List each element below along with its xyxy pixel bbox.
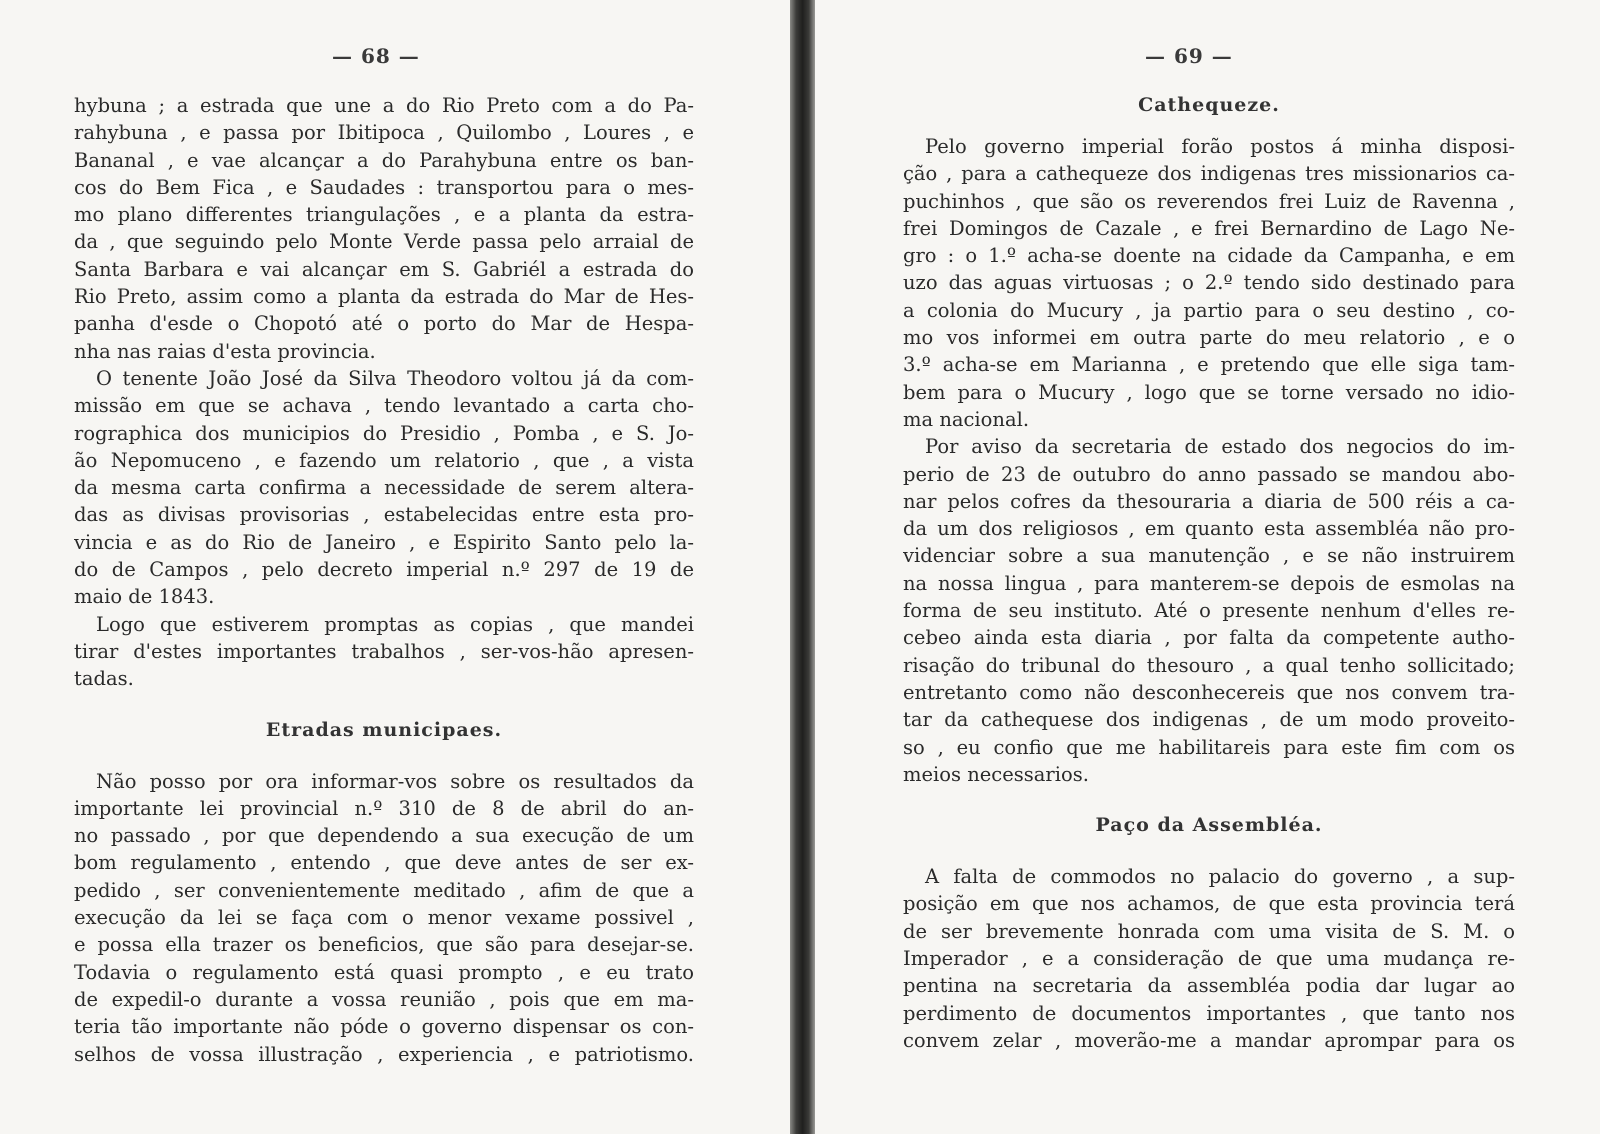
text-line: tadas.	[74, 667, 134, 691]
text-line: rographica dos municipios do Presidio , Pomba , e S. Jo-	[74, 421, 694, 445]
text-line: gro : o 1.º acha-se doente na cidade da Campanha, e em	[903, 244, 1515, 268]
text-line: tar da cathequese dos indigenas , de um modo proveito-	[903, 708, 1515, 732]
text-line: puchinhos , que são os reverendos frei Luiz de Ravenna ,	[903, 189, 1515, 213]
text-line: hybuna ; a estrada que une a do Rio Preto com a do Pa-	[74, 94, 694, 117]
text-line: de expedil-o durante a vossa reunião , pois que em ma-	[74, 987, 694, 1011]
left-paragraph-3	[74, 611, 694, 693]
text-line: e possa ella trazer os beneficios, que são para desejar-se.	[74, 933, 694, 957]
text-line: bom regulamento , entendo , que deve antes de ser ex-	[74, 851, 694, 875]
text-line: Logo que estiverem promptas as copias , que mandei	[96, 612, 694, 636]
text-line: Bananal , e vae alcançar a do Parahybuna entre os ban-	[74, 148, 694, 172]
text-line: cos do Bem Fica , e Saudades : transportou para o mes-	[74, 175, 694, 199]
text-line: videnciar sobre a sua manutenção , e se não instruirem	[903, 544, 1515, 568]
text-line: da mesma carta confirma a necessidade de serem altera-	[74, 476, 694, 500]
text-line: importante lei provincial n.º 310 de 8 de abril do an-	[74, 796, 694, 820]
text-line: das as divisas provisorias , estabelecidas entre esta pro-	[74, 503, 694, 527]
text-line: forma de seu instituto. Até o presente nenhum d'elles re-	[903, 599, 1515, 623]
text-line: panha d'esde o Chopotó até o porto do Mar de Hespa-	[74, 312, 694, 336]
text-line: ção , para a cathequeze dos indigenas tres missionarios ca-	[903, 162, 1515, 186]
text-line: frei Domingos de Cazale , e frei Bernardino de Lago Ne-	[903, 216, 1515, 240]
text-line: Por aviso da secretaria de estado dos negocios do im-	[925, 435, 1515, 459]
book-gutter	[790, 0, 815, 1134]
left-paragraph-4	[74, 768, 694, 1068]
text-line: perdimento de documentos importantes , que tanto nos	[903, 1001, 1515, 1025]
text-line: meios necessarios.	[903, 762, 1089, 786]
text-line: entretanto como não desconhecereis que nos convem tra-	[903, 680, 1515, 704]
section-heading: Etradas municipaes.	[265, 718, 503, 741]
left-paragraph-2	[74, 365, 694, 611]
right-text-column	[903, 92, 1515, 1054]
text-line: Imperador , e a consideração de que uma mudança re-	[903, 947, 1515, 971]
text-line: da , que seguindo pelo Monte Verde passa pelo arraial de	[74, 230, 694, 254]
section-heading: Paço da Assembléa.	[1095, 814, 1323, 837]
text-line: posição em que nos achamos, de que esta provincia terá	[903, 892, 1515, 916]
text-line: do de Campos , pelo decreto imperial n.º 297 de 19 de	[74, 558, 694, 582]
text-line: nha nas raias d'esta provincia.	[74, 339, 376, 363]
left-text-column	[74, 92, 694, 1068]
text-line: de ser brevemente honrada com uma visita de S. M. o	[903, 919, 1515, 943]
text-line: missão em que se achava , tendo levantado a carta cho-	[74, 394, 694, 418]
right-page-number: — 69 —	[1145, 44, 1233, 68]
text-line: A falta de commodos no palacio do governo , a sup-	[925, 865, 1515, 889]
left-page	[0, 0, 790, 1134]
right-page	[815, 0, 1600, 1134]
text-line: execução da lei se faça com o menor vexame possivel ,	[74, 906, 694, 930]
text-line: convem zelar , moverão-me a mandar aprompar para os	[903, 1028, 1515, 1052]
text-line: O tenente João José da Silva Theodoro voltou já da com-	[96, 366, 694, 390]
text-line: teria tão importante não póde o governo dispensar os con-	[74, 1015, 694, 1039]
right-paragraph-3	[903, 863, 1515, 1054]
text-line: Todavia o regulamento está quasi prompto , e eu trato	[74, 960, 694, 984]
text-line: Rio Preto, assim como a planta da estrada do Mar de Hes-	[74, 285, 694, 309]
text-line: nar pelos cofres da thesouraria a diaria de 500 réis a ca-	[903, 489, 1515, 513]
text-line: ma nacional.	[903, 407, 1030, 431]
text-line: cebeo ainda esta diaria , por falta da competente autho-	[903, 626, 1515, 650]
text-line: uzo das aguas virtuosas ; o 2.º tendo sido destinado para	[903, 271, 1515, 295]
left-page-number: — 68 —	[332, 44, 420, 68]
text-line: pentina na secretaria da assembléa podia dar lugar ao	[903, 974, 1515, 998]
text-line: no passado , por que dependendo a sua execução de um	[74, 824, 694, 848]
text-line: Não posso por ora informar-vos sobre os resultados da	[96, 769, 694, 793]
section-heading: Cathequeze.	[1138, 94, 1280, 116]
text-line: pedido , ser convenientemente meditado , afim de que a	[74, 878, 694, 902]
text-line: so , eu confio que me habilitareis para este fim com os	[903, 735, 1515, 759]
text-line: Pelo governo imperial forão postos á minha disposi-	[925, 135, 1515, 158]
right-paragraph-1	[903, 133, 1515, 433]
text-line: rahybuna , e passa por Ibitipoca , Quilombo , Loures , e	[74, 121, 694, 145]
left-paragraph-1	[74, 92, 694, 365]
right-paragraph-2	[903, 433, 1515, 788]
text-line: Santa Barbara e vai alcançar em S. Gabriél a estrada do	[74, 257, 694, 281]
text-line: na nossa lingua , para manterem-se depois de esmolas na	[903, 571, 1515, 595]
text-line: risação do tribunal do thesouro , a qual tenho sollicitado;	[903, 653, 1515, 677]
text-line: ão Nepomuceno , e fazendo um relatorio , que , a vista	[74, 448, 694, 472]
text-line: bem para o Mucury , logo que se torne versado no idio-	[903, 380, 1515, 404]
text-line: mo plano differentes triangulações , e a planta da estra-	[74, 203, 694, 227]
text-line: a colonia do Mucury , ja partio para o seu destino , co-	[903, 298, 1515, 322]
text-line: mo vos informei em outra parte do meu relatorio , e o	[903, 326, 1515, 350]
text-line: tirar d'estes importantes trabalhos , ser-vos-hão apresen-	[74, 639, 694, 663]
text-line: maio de 1843.	[74, 585, 215, 609]
text-line: perio de 23 de outubro do anno passado se mandou abo-	[903, 462, 1515, 486]
text-line: da um dos religiosos , em quanto esta assembléa não pro-	[903, 517, 1515, 541]
text-line: 3.º acha-se em Marianna , e pretendo que elle siga tam-	[903, 353, 1515, 377]
text-line: vincia e as do Rio de Janeiro , e Espirito Santo pelo la-	[74, 530, 694, 554]
text-line: selhos de vossa illustração , experiencia , e patriotismo.	[74, 1042, 694, 1066]
